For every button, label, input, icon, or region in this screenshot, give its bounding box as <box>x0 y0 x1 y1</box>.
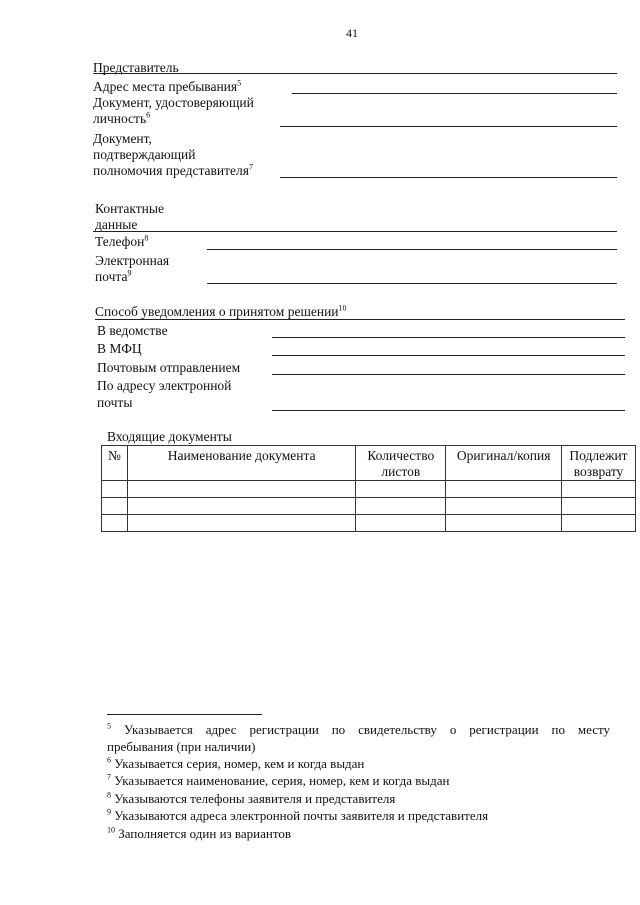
option-agency-label: В ведомстве <box>97 323 168 338</box>
table-header-row <box>102 446 636 481</box>
table-cell[interactable] <box>102 481 128 498</box>
address-field-line[interactable] <box>292 93 617 94</box>
table-cell[interactable] <box>356 515 446 532</box>
column-header-sheets: Количество листов <box>356 446 446 481</box>
address-label: Адрес места пребывания$^5$ <box>93 78 242 94</box>
footnote-ref-7: 7 <box>248 162 253 172</box>
footnote-6-number: 6 <box>107 755 111 765</box>
table-cell[interactable] <box>562 515 636 532</box>
option-post-field-line[interactable] <box>272 374 625 375</box>
authority-document-field-line[interactable] <box>280 177 617 178</box>
footnote-5-continuation: пребывания (при наличии) <box>107 739 256 754</box>
column-header-original-copy: Оригинал/копия <box>446 446 562 481</box>
column-header-name: Наименование документа <box>127 446 355 481</box>
id-document-field-line[interactable] <box>280 126 617 127</box>
contacts-heading-underline <box>93 231 617 232</box>
footnote-ref-10: 10 <box>338 303 347 313</box>
table-cell[interactable] <box>356 498 446 515</box>
representative-heading-underline <box>93 73 617 74</box>
footnote-5-number: 5 <box>107 721 111 731</box>
email-field-line[interactable] <box>207 283 617 284</box>
footnote-ref-6: 6 <box>146 110 151 120</box>
id-document-label-1: Документ, удостоверяющий <box>93 95 254 110</box>
footnote-6: $^6$ Указывается серия, номер, кем и когда выдан <box>107 755 365 771</box>
table-cell[interactable] <box>102 515 128 532</box>
footnote-9: $^9$ Указываются адреса электронной почты заявителя и представителя <box>107 807 489 823</box>
representative-heading: Представитель <box>93 60 179 75</box>
page-number: 41 <box>346 26 358 40</box>
table-cell[interactable] <box>356 481 446 498</box>
table-cell[interactable] <box>102 498 128 515</box>
footnote-9-number: 9 <box>107 807 111 817</box>
table-cell[interactable] <box>127 481 355 498</box>
option-email-field-line[interactable] <box>272 410 625 411</box>
option-mfc-label: В МФЦ <box>97 341 142 356</box>
footnote-10-number: 10 <box>107 825 115 835</box>
phone-label: Телефон$^8$ <box>95 233 149 249</box>
phone-field-line[interactable] <box>207 249 617 250</box>
table-cell[interactable] <box>127 498 355 515</box>
table-row <box>102 481 636 498</box>
footnote-ref-8: 8 <box>144 233 149 243</box>
id-document-label-2: личность$^6$ <box>93 110 151 126</box>
email-label-1: Электронная <box>95 253 170 268</box>
option-agency-field-line[interactable] <box>272 337 625 338</box>
table-cell[interactable] <box>446 498 562 515</box>
footnote-8-number: 8 <box>107 790 111 800</box>
incoming-docs-table <box>101 445 636 532</box>
incoming-docs-title: Входящие документы <box>107 429 232 444</box>
authority-document-label-3: полномочия представителя$^7$ <box>93 162 253 178</box>
option-post-label: Почтовым отправлением <box>97 360 241 375</box>
table-cell[interactable] <box>562 481 636 498</box>
column-header-number: № <box>102 446 128 481</box>
option-email-label-1: По адресу электронной <box>97 378 232 393</box>
footnote-7-number: 7 <box>107 772 111 782</box>
email-label-2: почта$^9$ <box>95 268 132 284</box>
contacts-heading-2: данные <box>95 217 138 232</box>
footnote-ref-5: 5 <box>237 78 242 88</box>
option-email-label-2: почты <box>97 395 133 410</box>
option-mfc-field-line[interactable] <box>272 355 625 356</box>
table-row <box>102 498 636 515</box>
authority-document-label-2: подтверждающий <box>93 147 196 162</box>
table-cell[interactable] <box>446 481 562 498</box>
footnote-8: $^8$ Указываются телефоны заявителя и представителя <box>107 790 396 806</box>
column-header-return: Подлежит возврату <box>562 446 636 481</box>
table-cell[interactable] <box>127 515 355 532</box>
table-row <box>102 515 636 532</box>
footnote-separator <box>107 714 262 715</box>
footnote-ref-9: 9 <box>127 268 132 278</box>
footnote-5: $^5$ Указывается адрес регистрации по свидетельству о регистрации по месту <box>107 721 610 737</box>
authority-document-label-1: Документ, <box>93 131 152 146</box>
table-cell[interactable] <box>562 498 636 515</box>
table-cell[interactable] <box>446 515 562 532</box>
notification-heading: Способ уведомления о принятом решении$^{10}$ <box>95 303 347 319</box>
contacts-heading-1: Контактные <box>95 201 164 216</box>
footnote-7: $^7$ Указывается наименование, серия, номер, кем и когда выдан <box>107 772 450 788</box>
footnote-10: $^{10}$ Заполняется один из вариантов <box>107 825 291 841</box>
notification-heading-underline <box>95 319 625 320</box>
